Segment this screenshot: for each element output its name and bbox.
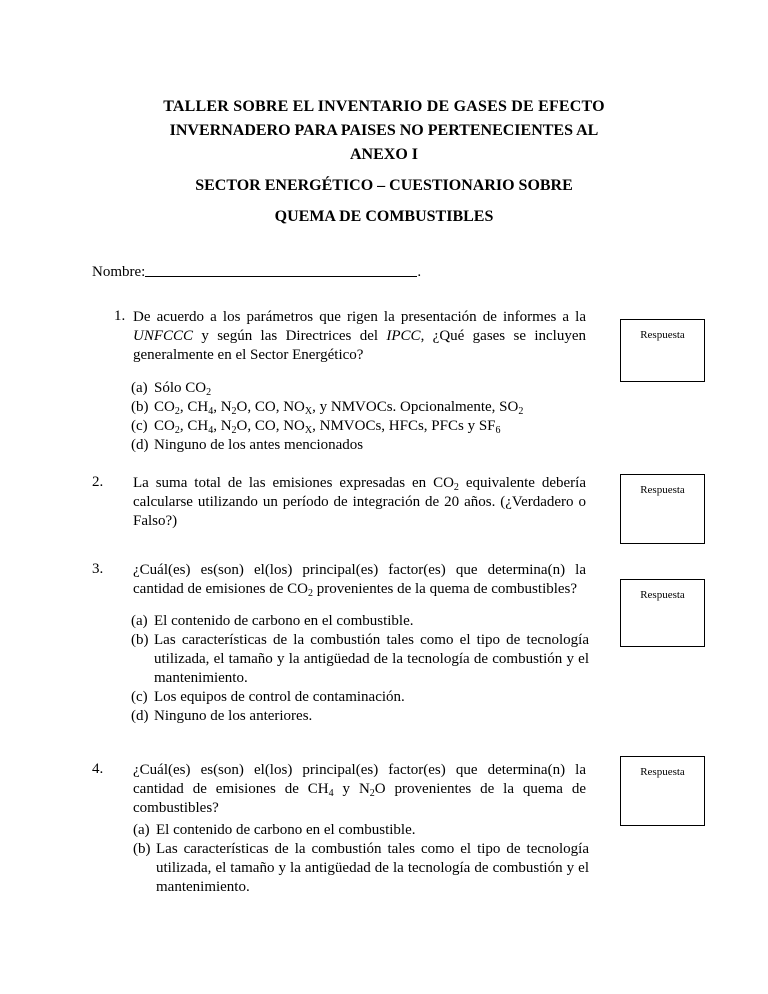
option-label: (b) [131,399,149,415]
name-underline[interactable] [145,261,417,277]
option-item [131,417,589,436]
subtitle-line-1: SECTOR ENERGÉTICO – CUESTIONARIO SOBRE [195,177,573,194]
title-line-2: INVERNADERO PARA PAISES NO PERTENECIENTES AL [169,122,599,139]
option-text: Ninguno de los anteriores. [154,708,313,724]
question-2-number: 2. [92,474,104,490]
question-1-text [133,308,586,365]
answer-box-4-label: Respuesta [640,766,685,778]
option-label: (d) [131,708,149,724]
question-4-options [133,821,589,897]
option-label: (b) [133,841,151,857]
title-line-3: ANEXO I [349,146,418,163]
option-text: El contenido de carbono en el combustible. [156,822,416,838]
question-3-options [131,612,589,726]
answer-box-1[interactable] [620,319,705,382]
option-label: (a) [131,380,148,396]
title-line-1: TALLER SOBRE EL INVENTARIO DE GASES DE EFECTO [163,98,605,115]
question-1-options [131,379,589,455]
option-label: (c) [131,418,148,434]
answer-box-4[interactable] [620,756,705,826]
option-item [131,707,589,726]
option-item [131,436,589,455]
option-item [131,631,589,688]
option-text: Las características de la combustión tales como el tipo de tecnología utilizada, el tamaño y la antigüedad de la tecnología de combustión y el mantenimiento. [156,841,589,895]
option-text: $CO_2$, $CH_4$, $N_2O$, CO, $NO_X$, y NMVOCs. Opcionalmente, $SO_2$ [154,399,524,417]
subtitle-line-2: QUEMA DE COMBUSTIBLES [274,208,494,225]
option-text: Los equipos de control de contaminación. [154,689,405,705]
option-text: $CO_2$, $CH_4$, $N_2O$, CO, $NO_X$, NMVOCs, HFCs, PFCs y $SF_6$ [154,418,501,436]
question-1-text-a: De acuerdo a los parámetros que rigen la presentación de informes a la [133,309,586,325]
question-2-text: La suma total de las emisiones expresadas en $CO_2$ equivalente debería calcularse utilizando un período de integración de 20 años. (¿Verdadero o Falso?) [133,475,586,529]
name-suffix: . [417,264,422,280]
name-label: Nombre: [92,264,146,280]
option-item [133,821,589,840]
answer-box-1-label: Respuesta [640,329,685,341]
option-label: (a) [131,613,148,629]
answer-box-3-label: Respuesta [640,589,685,601]
option-label: (b) [131,632,149,648]
option-label: (c) [131,689,148,705]
answer-box-2[interactable] [620,474,705,544]
question-1-number: 1. [114,308,126,324]
question-3-text: ¿Cuál(es) es(son) el(los) principal(es) factor(es) que determina(n) la cantidad de emisiones de $CO_2$ provenientes de la quema de combustibles? [133,562,586,599]
option-item [131,379,589,398]
option-text: Ninguno de los antes mencionados [154,437,364,453]
question-1-text-b: y según las Directrices del [193,328,387,344]
name-field[interactable] [92,261,421,281]
option-text: El contenido de carbono en el combustible. [154,613,414,629]
question-1-text-c: , ¿Qué gases se incluyen generalmente en el Sector Energético? [133,328,586,363]
question-3-number: 3. [92,561,104,577]
option-item [131,612,589,631]
question-1-unfccc: UNFCCC [133,328,194,344]
answer-box-3[interactable] [620,579,705,647]
option-item [133,840,589,897]
option-label: (a) [133,822,150,838]
option-text: Sólo $CO_2$ [154,380,212,398]
question-4-text: ¿Cuál(es) es(son) el(los) principal(es) factor(es) que determina(n) la cantidad de emisiones de $CH_4$ y $N_2O$ provenientes de la quema de combustibles? [133,762,586,816]
option-item [131,398,589,417]
option-item [131,688,589,707]
answer-box-2-label: Respuesta [640,484,685,496]
question-1-ipcc: IPCC [386,328,421,344]
option-text: Las características de la combustión tales como el tipo de tecnología utilizada, el tamaño y la antigüedad de la tecnología de combustión y el mantenimiento. [154,632,589,686]
option-label: (d) [131,437,149,453]
question-4-number: 4. [92,761,104,777]
